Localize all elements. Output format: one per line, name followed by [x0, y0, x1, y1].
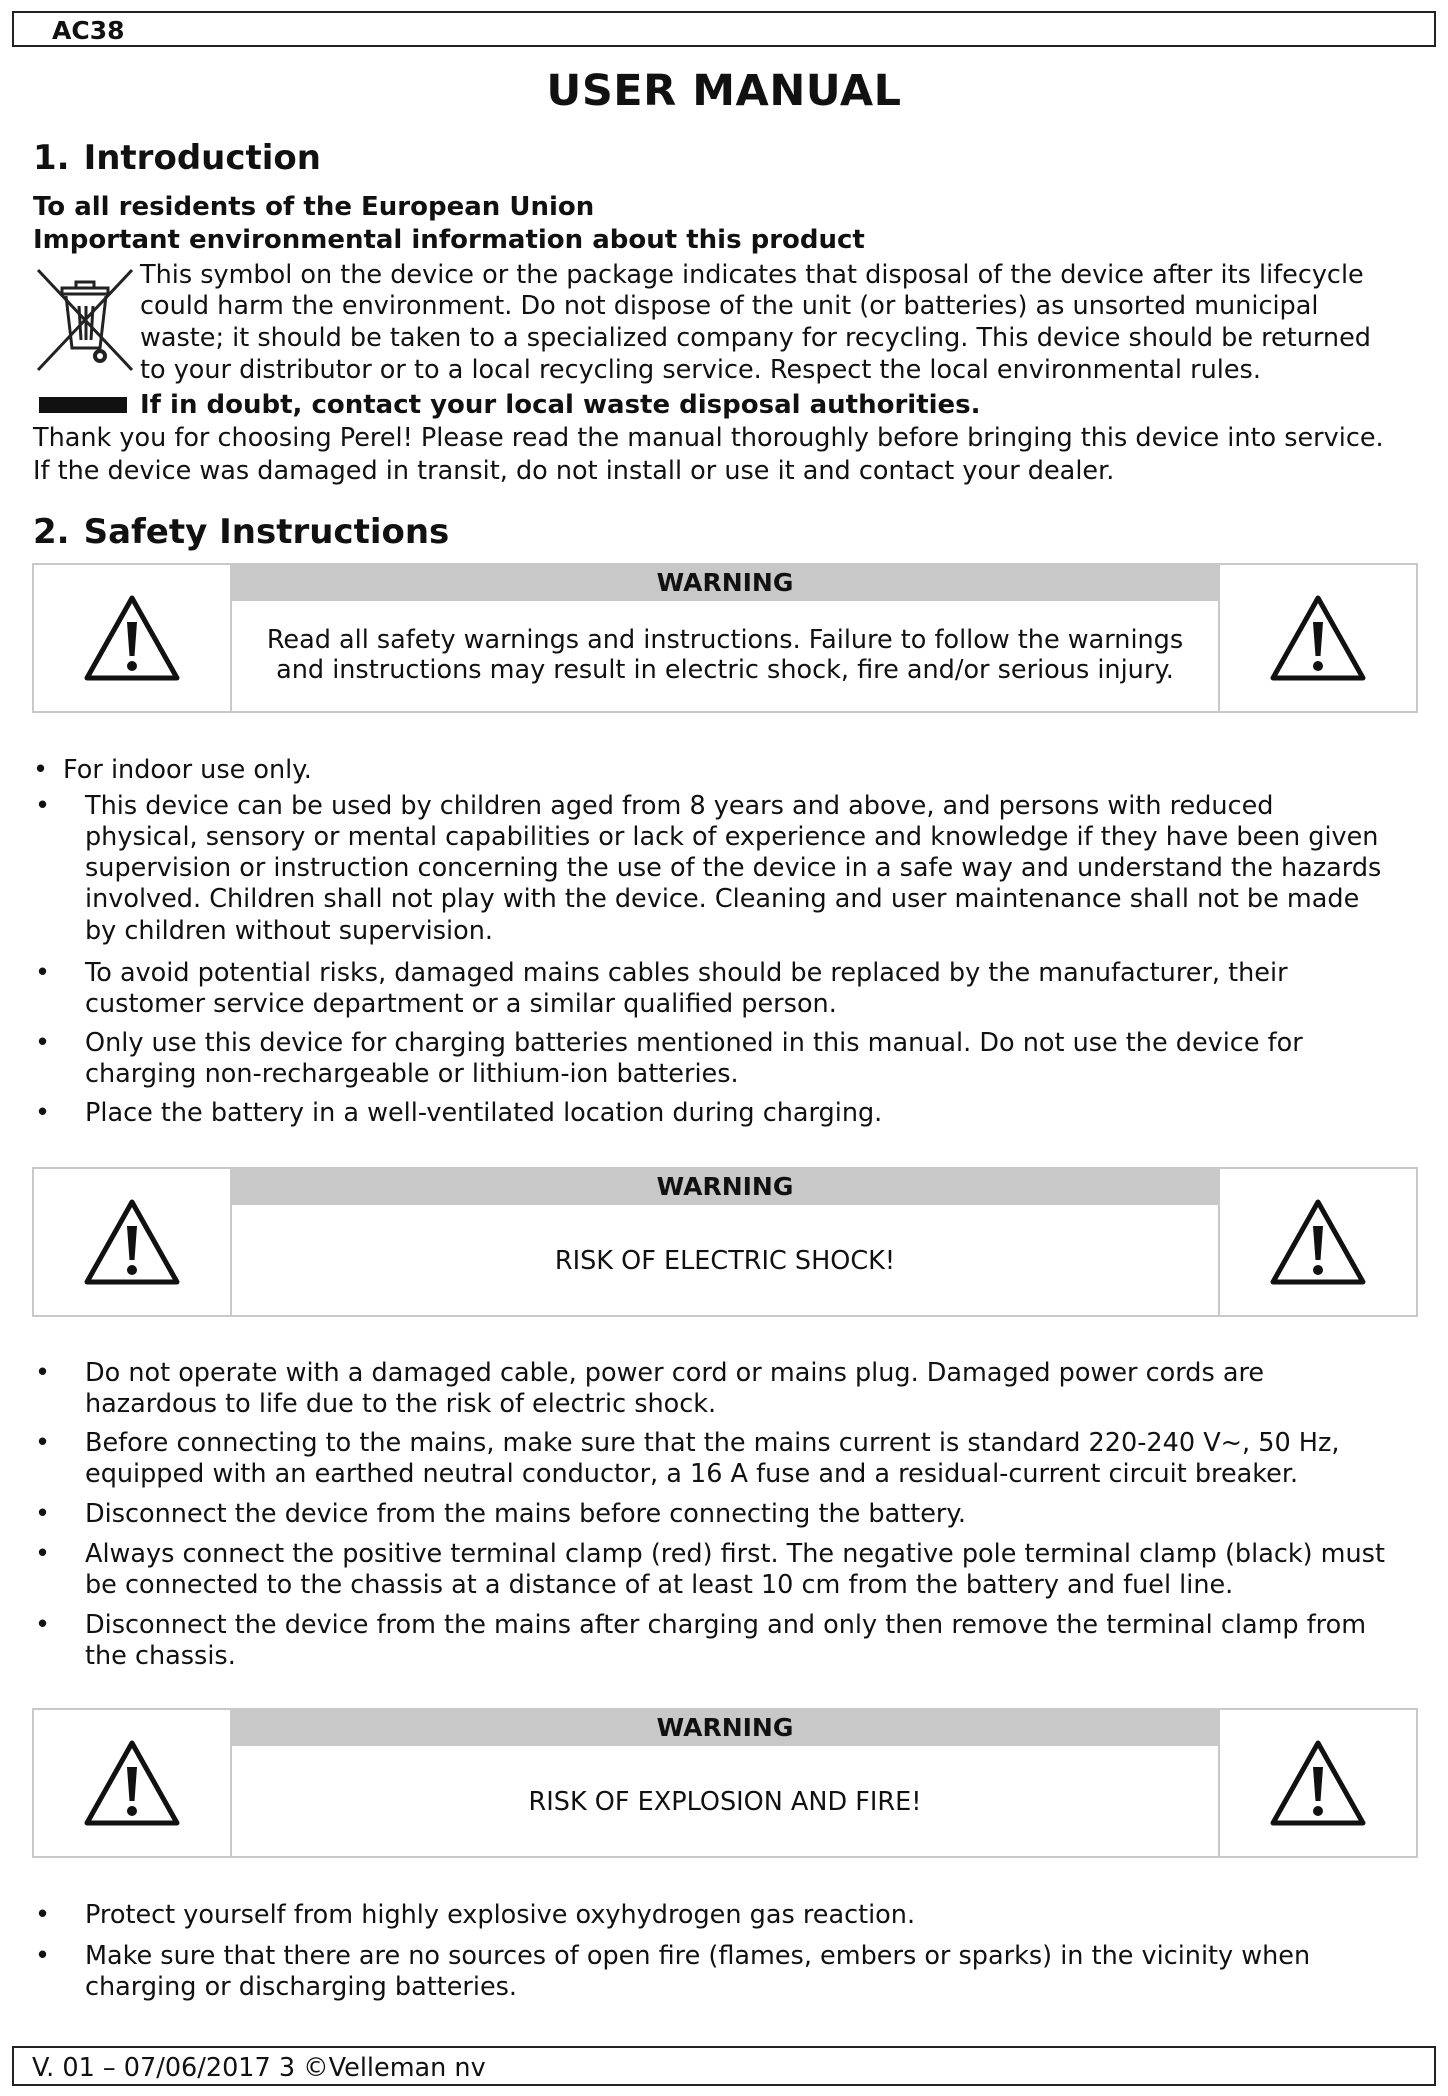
section-number: 1. — [33, 138, 70, 178]
environmental-info-subheading: Important environmental information about this product — [33, 225, 865, 255]
weee-line: waste; it should be taken to a specialized company for recycling. This device should be returned — [140, 323, 1371, 353]
warning-triangle-icon — [1268, 592, 1368, 684]
section-number: 2. — [33, 512, 70, 552]
bullet-dot: • — [33, 755, 49, 785]
section-title: Introduction — [83, 138, 321, 178]
weee-line: could harm the environment. Do not dispose of the unit (or batteries) as unsorted municipal — [140, 291, 1319, 321]
warning-box-general — [32, 563, 1418, 713]
bullet-dot: • — [35, 791, 51, 821]
warning-triangle-icon — [1268, 1737, 1368, 1829]
warning-message: RISK OF EXPLOSION AND FIRE! — [528, 1787, 922, 1817]
warning-box-electric-shock — [32, 1167, 1418, 1317]
warning-message: and instructions may result in electric shock, fire and/or serious injury. — [276, 655, 1174, 685]
warning-triangle-icon — [82, 1196, 182, 1288]
bullet-dot: • — [35, 1900, 51, 1930]
thanks-line: Thank you for choosing Perel! Please read the manual thoroughly before bringing this device into service. — [33, 423, 1384, 453]
crossed-out-bin-icon — [32, 266, 138, 376]
warning-message: Read all safety warnings and instructions. Failure to follow the warnings — [266, 625, 1184, 655]
warning-triangle-icon — [1268, 1196, 1368, 1288]
bullet-dot: • — [35, 958, 51, 988]
header-box — [12, 11, 1436, 47]
warning-box-explosion — [32, 1708, 1418, 1858]
introduction-heading — [33, 138, 321, 178]
bullet-dot: • — [35, 1499, 51, 1529]
weee-line: to your distributor or to a local recycling service. Respect the local environmental rules. — [140, 355, 1261, 385]
bullet-dot: • — [35, 1358, 51, 1388]
warning-triangle-icon — [82, 592, 182, 684]
warning-title: WARNING — [232, 1169, 1218, 1205]
bullet-dot: • — [35, 1610, 51, 1640]
thanks-line: If the device was damaged in transit, do not install or use it and contact your dealer. — [33, 456, 1115, 486]
warning-message: RISK OF ELECTRIC SHOCK! — [554, 1246, 896, 1276]
bullet-dot: • — [35, 1941, 51, 1971]
bullet-dot: • — [35, 1028, 51, 1058]
waste-authorities-note: If in doubt, contact your local waste disposal authorities. — [140, 390, 981, 420]
weee-line: This symbol on the device or the package indicates that disposal of the device after its lifecycle — [140, 260, 1364, 290]
warning-title: WARNING — [232, 565, 1218, 601]
warning-title: WARNING — [232, 1710, 1218, 1746]
bullet-dot: • — [35, 1098, 51, 1128]
bullet-dot: • — [35, 1428, 51, 1458]
model-number: AC38 — [52, 16, 125, 45]
warning-triangle-icon — [82, 1737, 182, 1829]
page-title: USER MANUAL — [546, 66, 902, 116]
safety-instructions-heading — [33, 512, 449, 552]
footer — [12, 2046, 1436, 2086]
section-title: Safety Instructions — [83, 512, 450, 552]
footer-version-text: V. 01 – 07/06/2017 3 ©Velleman nv — [32, 2053, 486, 2083]
bullet-dot: • — [35, 1539, 51, 1569]
black-bar-symbol — [39, 397, 127, 413]
eu-residents-subheading: To all residents of the European Union — [33, 192, 595, 222]
